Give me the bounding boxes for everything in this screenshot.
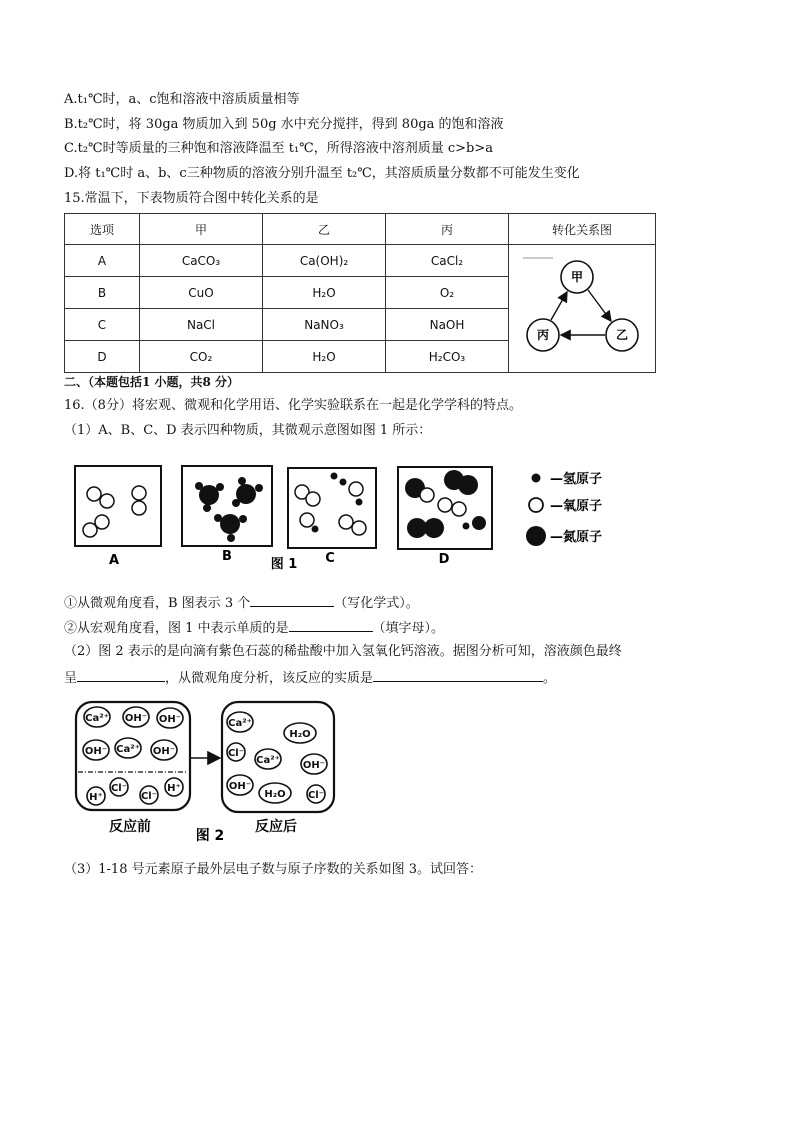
q16-question-2 <box>64 618 444 638</box>
option-b: B.t₂℃时，将 30ga 物质加入到 50g 水中充分搅拌，得到 80ga 的饱和溶液 <box>64 117 504 132</box>
fig2-caption: 图 2 <box>195 828 225 844</box>
ion: Cl⁻ <box>227 748 245 759</box>
after-label: 反应后 <box>255 819 297 835</box>
table-cell: H₂O <box>263 341 386 373</box>
q16-part3: （3）1-18 号元素原子最外层电子数与原子序数的关系如图 3。试回答： <box>64 862 483 877</box>
fig1-label-b: B <box>222 549 232 564</box>
legend-hydrogen: —氢原子 <box>550 472 603 487</box>
ion: Cl⁻ <box>307 790 325 801</box>
fig1-caption: 图 1 <box>270 557 298 572</box>
q16-part2-line2 <box>64 668 556 688</box>
ion: H₂O <box>264 789 286 800</box>
ion: H⁺ <box>167 783 181 794</box>
q16-part2-line1: （2）图 2 表示的是向滴有紫色石蕊的稀盐酸中加入氢氧化钙溶液。据图分析可知，溶液颜色最终 <box>64 644 622 659</box>
ion: H₂O <box>289 729 311 740</box>
table-header-row <box>65 214 656 245</box>
answer-blank-2[interactable] <box>289 618 373 632</box>
ion: OH⁻ <box>302 760 326 771</box>
option-d: D.将 t₁℃时 a、b、c三种物质的溶液分别升温至 t₂℃，其溶质质量分数都不可能发生变化 <box>64 166 580 181</box>
table-cell: NaNO₃ <box>263 309 386 341</box>
header-yi: 乙 <box>263 214 386 245</box>
q15-stem: 15.常温下，下表物质符合图中转化关系的是 <box>64 191 319 206</box>
node-yi-label: 乙 <box>615 328 629 342</box>
ion: OH⁻ <box>158 714 182 725</box>
table-cell: A <box>65 245 140 277</box>
table-cell: B <box>65 277 140 309</box>
transformation-diagram-cell <box>509 245 656 373</box>
p2-prefix: 呈 <box>64 671 78 686</box>
ion: Cl⁻ <box>110 783 128 794</box>
legend-oxygen: —氧原子 <box>550 499 603 514</box>
fig1-label-a: A <box>108 553 120 568</box>
option-c: C.t₂℃时等质量的三种饱和溶液降温至 t₁℃，所得溶液中溶剂质量 c>b>a <box>64 141 493 156</box>
header-diagram: 转化关系图 <box>509 214 656 245</box>
table-cell: Ca(OH)₂ <box>263 245 386 277</box>
q15-table <box>64 213 656 373</box>
ion: OH⁻ <box>84 746 108 757</box>
answer-blank-3[interactable] <box>77 668 165 682</box>
section-heading: 二、（本题包括1 小题，共8 分） <box>64 375 240 389</box>
ion: Ca²⁺ <box>116 744 140 755</box>
ion: H⁺ <box>89 792 103 803</box>
option-a: A.t₁℃时，a、c饱和溶液中溶质质量相等 <box>64 92 300 107</box>
q16-question-1 <box>64 593 419 613</box>
table-cell: O₂ <box>386 277 509 309</box>
table-row <box>65 245 656 277</box>
answer-blank-4[interactable] <box>373 668 543 682</box>
table-cell: NaCl <box>140 309 263 341</box>
p2-mid: ，从微观角度分析，该反应的实质是 <box>165 671 374 686</box>
node-jia-label: 甲 <box>570 270 584 284</box>
ion: OH⁻ <box>152 746 176 757</box>
header-bing: 丙 <box>386 214 509 245</box>
ion: Ca²⁺ <box>85 713 109 724</box>
table-cell: NaOH <box>386 309 509 341</box>
arrow-bing-to-jia <box>551 292 567 320</box>
figure-2 <box>64 696 364 844</box>
ion: Ca²⁺ <box>256 755 280 766</box>
table-cell: C <box>65 309 140 341</box>
table-cell: CaCl₂ <box>386 245 509 277</box>
header-jia: 甲 <box>140 214 263 245</box>
q16-part1: （1）A、B、C、D 表示四种物质，其微观示意图如图 1 所示： <box>64 423 432 438</box>
ion: OH⁻ <box>124 713 148 724</box>
table-cell: D <box>65 341 140 373</box>
fig1-label-c: C <box>325 551 335 566</box>
fig1-label-d: D <box>438 552 450 567</box>
legend-nitrogen: —氮原子 <box>550 530 603 545</box>
header-option: 选项 <box>65 214 140 245</box>
answer-blank-1[interactable] <box>250 593 334 607</box>
q2-suffix: （填字母）。 <box>372 621 445 636</box>
ion: OH⁻ <box>228 781 252 792</box>
q1-suffix: （写化学式）。 <box>334 596 419 611</box>
q16-intro: 16.（8分）将宏观、微观和化学用语、化学实验联系在一起是化学学科的特点。 <box>64 398 522 413</box>
ion: Ca²⁺ <box>228 718 252 729</box>
table-cell: H₂CO₃ <box>386 341 509 373</box>
figure-1 <box>64 458 664 578</box>
before-label: 反应前 <box>109 819 151 835</box>
transformation-diagram <box>509 245 655 369</box>
table-cell: CO₂ <box>140 341 263 373</box>
node-bing-label: 丙 <box>536 328 550 342</box>
table-cell: CaCO₃ <box>140 245 263 277</box>
ion: Cl⁻ <box>140 791 158 802</box>
table-cell: CuO <box>140 277 263 309</box>
q2-prefix: ②从宏观角度看，图 1 中表示单质的是 <box>64 621 289 636</box>
p2-suffix: 。 <box>543 671 557 686</box>
q1-prefix: ①从微观角度看，B 图表示 3 个 <box>64 596 251 611</box>
arrow-jia-to-yi <box>588 290 611 321</box>
table-cell: H₂O <box>263 277 386 309</box>
